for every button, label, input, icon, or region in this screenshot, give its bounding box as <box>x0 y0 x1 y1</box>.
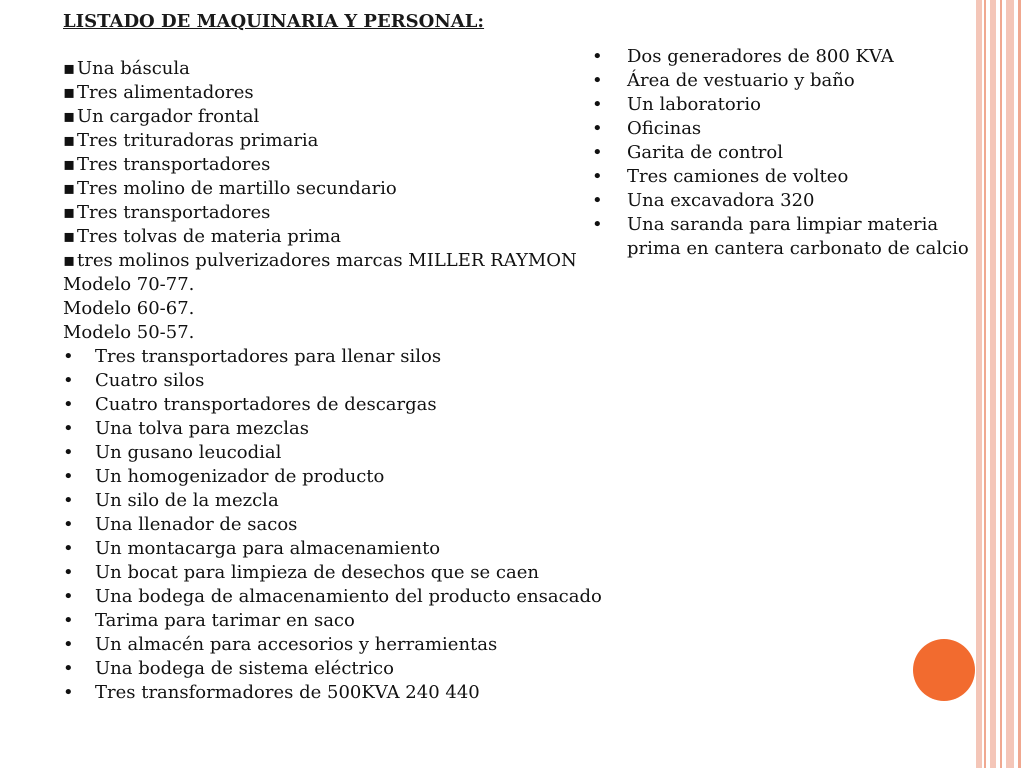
bullet-marker: • <box>63 634 74 655</box>
list-item <box>63 441 602 465</box>
list-item-text: Tres alimentadores <box>77 82 254 103</box>
list-item <box>63 153 602 177</box>
list-item <box>63 297 602 321</box>
list-item-text: Modelo 60-67. <box>63 298 195 319</box>
list-item <box>63 657 602 681</box>
bullet-marker: • <box>592 94 603 115</box>
list-item-text: prima en cantera carbonato de calcio <box>627 238 969 259</box>
bullet-marker: • <box>592 46 603 67</box>
list-item-text: Tres transportadores <box>77 154 271 175</box>
bullet-marker: • <box>63 346 74 367</box>
list-item <box>63 489 602 513</box>
list-item-text: Un montacarga para almacenamiento <box>95 538 441 559</box>
list-item-text: Dos generadores de 800 KVA <box>627 46 894 67</box>
list-item-text: Tres transportadores para llenar silos <box>95 346 442 367</box>
bullet-marker: ▪ <box>63 130 76 151</box>
list-item <box>63 201 602 225</box>
bullet-marker: • <box>63 370 74 391</box>
list-item <box>63 177 602 201</box>
right-equipment-list <box>592 45 969 261</box>
list-item-text: Oficinas <box>627 118 702 139</box>
list-item <box>592 45 969 69</box>
bullet-marker: • <box>63 466 74 487</box>
bullet-marker: • <box>592 166 603 187</box>
list-item <box>63 369 602 393</box>
list-item-text: Una bodega de almacenamiento del producto ensacado <box>95 586 602 607</box>
decorative-orange-circle <box>913 639 975 701</box>
bullet-marker: ▪ <box>63 178 76 199</box>
list-item <box>63 129 602 153</box>
list-item-text: Una tolva para mezclas <box>95 418 309 439</box>
list-item-text: Un cargador frontal <box>77 106 260 127</box>
list-item <box>592 69 969 93</box>
left-equipment-list <box>63 57 602 705</box>
list-item-text: Un homogenizador de producto <box>95 466 385 487</box>
list-item-text: Tres transportadores <box>77 202 271 223</box>
list-item <box>63 273 602 297</box>
bullet-marker: • <box>63 562 74 583</box>
list-item <box>63 537 602 561</box>
list-item-text: Un bocat para limpieza de desechos que se caen <box>95 562 539 583</box>
list-item-text: Una báscula <box>77 58 190 79</box>
list-item <box>63 225 602 249</box>
bullet-marker: ▪ <box>63 106 76 127</box>
bullet-marker: ▪ <box>63 250 76 271</box>
list-item <box>63 609 602 633</box>
list-item-text: Tres camiones de volteo <box>627 166 849 187</box>
list-item-text: tres molinos pulverizadores marcas MILLER RAYMON <box>77 250 577 271</box>
bullet-marker: • <box>592 214 603 235</box>
list-item <box>592 93 969 117</box>
bullet-marker: • <box>63 586 74 607</box>
list-item <box>63 585 602 609</box>
list-item <box>63 465 602 489</box>
bullet-marker: • <box>63 490 74 511</box>
bullet-marker: • <box>63 658 74 679</box>
bullet-marker: • <box>592 70 603 91</box>
list-item-text: Una bodega de sistema eléctrico <box>95 658 394 679</box>
list-item-text: Cuatro silos <box>95 370 205 391</box>
list-item-text: Una excavadora 320 <box>627 190 815 211</box>
list-item <box>63 633 602 657</box>
bullet-marker: • <box>63 610 74 631</box>
list-item <box>592 213 969 237</box>
bullet-marker: ▪ <box>63 82 76 103</box>
list-item <box>592 165 969 189</box>
bullet-marker: • <box>63 682 74 703</box>
list-item <box>63 513 602 537</box>
list-item <box>63 105 602 129</box>
bullet-marker: • <box>592 190 603 211</box>
list-item-text: Una llenador de sacos <box>95 514 298 535</box>
list-item <box>63 417 602 441</box>
list-item-text: Tarima para tarimar en saco <box>95 610 355 631</box>
list-item-text: Un laboratorio <box>627 94 761 115</box>
list-item <box>63 81 602 105</box>
bullet-marker: ▪ <box>63 226 76 247</box>
list-item-text: Tres transformadores de 500KVA 240 440 <box>95 682 480 703</box>
list-item-text: Cuatro transportadores de descargas <box>95 394 437 415</box>
list-item-text: Área de vestuario y baño <box>627 70 855 91</box>
bullet-marker: • <box>592 142 603 163</box>
bullet-marker: ▪ <box>63 202 76 223</box>
list-item <box>592 189 969 213</box>
bullet-marker: • <box>63 514 74 535</box>
list-item <box>592 141 969 165</box>
list-item-text: Un almacén para accesorios y herramientas <box>95 634 498 655</box>
bullet-marker: • <box>63 442 74 463</box>
list-item-text: Un silo de la mezcla <box>95 490 279 511</box>
bullet-marker: • <box>63 394 74 415</box>
list-item <box>63 57 602 81</box>
bullet-marker: ▪ <box>63 154 76 175</box>
list-item-text: Una saranda para limpiar materia <box>627 214 939 235</box>
bullet-marker: • <box>63 538 74 559</box>
list-item <box>592 237 969 261</box>
bullet-marker: • <box>63 418 74 439</box>
list-item <box>63 561 602 585</box>
list-item <box>63 321 602 345</box>
list-item-text: Garita de control <box>627 142 783 163</box>
list-item-text: Modelo 70-77. <box>63 274 195 295</box>
list-item <box>63 249 602 273</box>
list-item-text: Tres molino de martillo secundario <box>77 178 397 199</box>
bullet-marker: ▪ <box>63 58 76 79</box>
page-title: LISTADO DE MAQUINARIA Y PERSONAL: <box>63 11 485 32</box>
list-item <box>63 681 602 705</box>
list-item <box>63 393 602 417</box>
list-item-text: Tres trituradoras primaria <box>77 130 319 151</box>
decorative-stripes <box>976 0 1024 768</box>
bullet-marker: • <box>592 118 603 139</box>
list-item-text: Tres tolvas de materia prima <box>77 226 341 247</box>
list-item <box>592 117 969 141</box>
list-item-text: Modelo 50-57. <box>63 322 195 343</box>
list-item <box>63 345 602 369</box>
list-item-text: Un gusano leucodial <box>95 442 282 463</box>
